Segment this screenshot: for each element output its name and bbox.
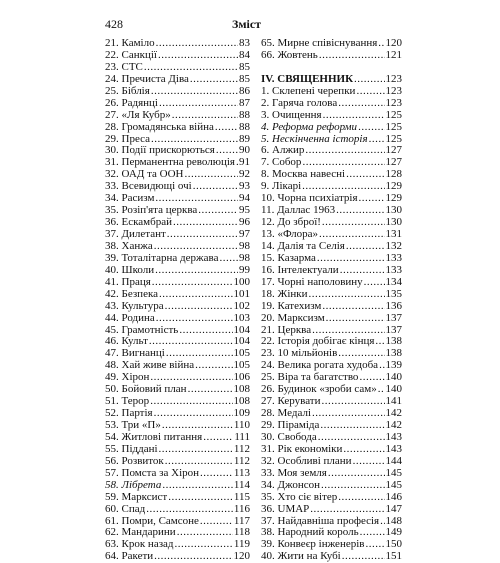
toc-entry-title: 30. Свобода bbox=[261, 430, 317, 443]
toc-entry-title: 38. Ханжа bbox=[105, 239, 153, 252]
toc-entry-title: 32. ОАД та ООН bbox=[105, 168, 184, 181]
leader-dots bbox=[328, 468, 385, 480]
toc-entry-title: 63. Крок назад bbox=[105, 538, 174, 551]
leader-dots bbox=[168, 492, 233, 504]
toc-entry-page: 116 bbox=[233, 502, 250, 515]
leader-dots bbox=[154, 551, 232, 563]
leader-dots bbox=[172, 110, 238, 122]
toc-entry bbox=[261, 468, 402, 480]
toc-entry-page: 138 bbox=[385, 335, 402, 348]
toc-entry-page: 136 bbox=[385, 299, 402, 312]
toc-entry bbox=[105, 516, 250, 528]
toc-entry-title: 29. Преса bbox=[105, 132, 150, 145]
toc-entry-title: 29. Піраміда bbox=[261, 419, 320, 431]
section-heading bbox=[261, 74, 402, 86]
leader-dots bbox=[380, 516, 384, 528]
leader-dots bbox=[203, 432, 233, 444]
toc-entry bbox=[261, 122, 402, 134]
leader-dots bbox=[326, 313, 385, 325]
toc-entry-title: 66. Жовтень bbox=[261, 48, 318, 61]
leader-dots bbox=[159, 444, 233, 456]
toc-entry-page: 128 bbox=[385, 168, 402, 181]
toc-entry-title: 47. Вигнанці bbox=[105, 347, 165, 360]
toc-entry-title: 28. Громадянська війна bbox=[105, 120, 214, 133]
leader-dots bbox=[353, 456, 385, 468]
toc-entry bbox=[261, 50, 402, 62]
toc-entry-title: 49. Хірон bbox=[105, 371, 150, 384]
toc-entry-page: 148 bbox=[385, 514, 402, 527]
toc-entry-title: 60. Спад bbox=[105, 502, 146, 515]
toc-entry-page: 106 bbox=[233, 371, 250, 384]
toc-entry-page: 151 bbox=[385, 550, 402, 563]
toc-entry-title: 31. Перманентна революція bbox=[105, 156, 235, 169]
toc-entry-title: 35. Розіп'ята церква bbox=[105, 204, 198, 217]
toc-entry-page: 110 bbox=[233, 419, 250, 431]
leader-dots bbox=[312, 408, 385, 420]
toc-entry bbox=[105, 480, 250, 492]
toc-entry-page: 143 bbox=[385, 430, 402, 443]
toc-entry bbox=[105, 468, 250, 480]
toc-entry-title: 41. Праця bbox=[105, 275, 151, 288]
toc-entry bbox=[105, 301, 250, 313]
toc-entry-page: 101 bbox=[233, 287, 250, 300]
toc-entry-title: 24. Пречиста Діва bbox=[105, 72, 189, 85]
toc-entry-page: 133 bbox=[385, 251, 402, 264]
toc-entry-page: 88 bbox=[239, 108, 250, 121]
toc-entry-title: 19. Катехизм bbox=[261, 299, 322, 312]
toc-entry-page: 147 bbox=[385, 502, 402, 515]
toc-entry-title: 56. Розвиток bbox=[105, 454, 164, 467]
toc-entry-title: 62. Мандарини bbox=[105, 526, 176, 539]
toc-entry-title: 52. Партія bbox=[105, 407, 153, 420]
toc-entry-page: 123 bbox=[385, 96, 402, 109]
toc-entry-page: 85 bbox=[239, 72, 250, 85]
leader-dots bbox=[159, 98, 238, 110]
toc-entry-title: 51. Терор bbox=[105, 395, 150, 408]
page-number: 428 bbox=[105, 17, 123, 31]
leader-dots bbox=[360, 527, 385, 539]
toc-entry-title: 30. Події прискорються bbox=[105, 144, 215, 157]
leader-dots bbox=[158, 50, 238, 62]
toc-entry-page: 145 bbox=[385, 466, 402, 479]
toc-entry-title: 14. Далія та Селія bbox=[261, 239, 345, 252]
toc-entry-title: 37. Найдавніша професія bbox=[261, 514, 380, 527]
toc-entry-page: 131 bbox=[385, 228, 402, 240]
toc-column-right bbox=[261, 38, 402, 563]
toc-entry bbox=[261, 492, 402, 504]
toc-entry bbox=[261, 516, 402, 528]
toc-entry-page: 105 bbox=[233, 347, 250, 360]
leader-dots bbox=[215, 122, 238, 134]
leader-dots bbox=[322, 217, 385, 229]
toc-entry-title: 25. Біблія bbox=[105, 84, 150, 97]
toc-entry-title: 20. Марксизм bbox=[261, 311, 325, 324]
toc-entry-page: 139 bbox=[385, 359, 402, 372]
toc-entry bbox=[105, 265, 250, 277]
leader-dots bbox=[354, 74, 384, 86]
leader-dots bbox=[152, 277, 233, 289]
toc-entry bbox=[105, 539, 250, 551]
toc-entry-page: 120 bbox=[233, 550, 250, 563]
toc-entry bbox=[105, 277, 250, 289]
toc-entry-title: 27. «Ля Кубр» bbox=[105, 108, 171, 121]
toc-entry-page: 108 bbox=[233, 395, 250, 408]
toc-entry-page: 130 bbox=[385, 216, 402, 229]
leader-dots bbox=[319, 50, 385, 62]
toc-entry-page: 138 bbox=[385, 347, 402, 360]
toc-entry-title: 5. Нескінченна історія bbox=[261, 132, 368, 145]
toc-entry bbox=[261, 301, 402, 313]
toc-entry-title: 8. Москва навесні bbox=[261, 168, 346, 181]
toc-entry-title: 26. Будинок «зроби сам» bbox=[261, 383, 377, 396]
toc-entry-page: 123 bbox=[385, 84, 402, 97]
toc-entry-page: 102 bbox=[233, 299, 250, 312]
leader-dots bbox=[154, 408, 233, 420]
toc-entry-title: 54. Житлові питання bbox=[105, 430, 203, 443]
leader-dots bbox=[364, 277, 385, 289]
toc-entry-page: 112 bbox=[233, 442, 250, 455]
toc-entry-page: 149 bbox=[385, 526, 402, 539]
toc-entry-title: 43. Культура bbox=[105, 299, 164, 312]
leader-dots bbox=[375, 336, 384, 348]
toc-entry-page: 130 bbox=[385, 204, 402, 217]
toc-entry-page: 125 bbox=[385, 108, 402, 121]
toc-entry-title: 3. Очищення bbox=[261, 108, 322, 121]
toc-entry-page: 104 bbox=[233, 335, 250, 348]
toc-entry-title: 16. Інтелектуали bbox=[261, 263, 339, 276]
toc-column-left bbox=[105, 38, 250, 563]
leader-dots bbox=[177, 527, 233, 539]
toc-entry-title: 21. Каміло bbox=[105, 37, 155, 49]
toc-entry-page: 95 bbox=[239, 204, 250, 217]
toc-entry-page: 145 bbox=[385, 478, 402, 491]
toc-entry-page: 83 bbox=[239, 37, 250, 49]
toc-entry-title: 23. СТС bbox=[105, 60, 143, 73]
toc-entry bbox=[261, 551, 402, 563]
toc-entry-title: 40. Школи bbox=[105, 263, 155, 276]
leader-dots bbox=[342, 551, 385, 563]
toc-entry-page: 125 bbox=[385, 120, 402, 133]
toc-entry-title: 34. Расизм bbox=[105, 192, 155, 205]
toc-entry-page: 100 bbox=[233, 275, 250, 288]
toc-entry-page: 129 bbox=[385, 192, 402, 205]
toc-entry-title: 7. Собор bbox=[261, 156, 302, 169]
toc-entry bbox=[261, 98, 402, 110]
toc-entry-page: 133 bbox=[385, 263, 402, 276]
toc-entry-page: 121 bbox=[385, 48, 402, 61]
leader-dots bbox=[219, 253, 238, 265]
toc-entry-page: 125 bbox=[385, 132, 402, 145]
toc-entry-page: 142 bbox=[385, 407, 402, 420]
toc-entry-page: 132 bbox=[385, 239, 402, 252]
toc-entry-title: 40. Жити на Кубі bbox=[261, 550, 341, 563]
toc-entry-page: 91 bbox=[239, 156, 250, 169]
toc-entry bbox=[261, 527, 402, 539]
leader-dots bbox=[322, 301, 384, 313]
toc-entry bbox=[261, 456, 402, 468]
toc-entry bbox=[105, 110, 250, 122]
toc-entry bbox=[105, 289, 250, 301]
toc-entry bbox=[105, 492, 250, 504]
toc-entry-title: 22. Санкції bbox=[105, 48, 157, 61]
toc-entry-page: 117 bbox=[233, 514, 250, 527]
toc-entry-title: 57. Помста за Хірон bbox=[105, 466, 200, 479]
toc-entry-title: 24. Велика рогата худоба bbox=[261, 359, 379, 372]
toc-entry bbox=[261, 277, 402, 289]
toc-entry-title: 9. Лікарі bbox=[261, 180, 302, 193]
leader-dots bbox=[179, 325, 232, 337]
toc-entry-title: 39. Конвеєр інженерів bbox=[261, 538, 365, 551]
toc-entry-page: 87 bbox=[239, 96, 250, 109]
toc-entry-title: 61. Помри, Самсоне bbox=[105, 514, 199, 527]
toc-entry-title: 32. Особливі плани bbox=[261, 454, 352, 467]
toc-entry-title: 48. Хай живе війна bbox=[105, 359, 195, 372]
toc-entry-page: 143 bbox=[385, 442, 402, 455]
toc-entry-page: 127 bbox=[385, 156, 402, 169]
toc-entry-page: 119 bbox=[233, 538, 250, 551]
toc-entry bbox=[105, 527, 250, 539]
toc-entry-title: 34. Джонсон bbox=[261, 478, 320, 491]
toc-entry bbox=[261, 504, 402, 516]
leader-dots bbox=[162, 480, 233, 492]
toc-entry-title: 4. Реформа реформи bbox=[261, 120, 358, 133]
toc-entry-page: 84 bbox=[239, 48, 250, 61]
toc-entry bbox=[105, 86, 250, 98]
leader-dots bbox=[159, 289, 232, 301]
leader-dots bbox=[320, 420, 384, 432]
toc-entry-page: 94 bbox=[239, 192, 250, 205]
toc-entry-title: 39. Тоталітарна держава bbox=[105, 251, 219, 264]
toc-entry-page: 98 bbox=[239, 239, 250, 252]
toc-entry bbox=[105, 122, 250, 134]
leader-dots bbox=[310, 504, 384, 516]
toc-entry-title: 53. Три «П» bbox=[105, 419, 161, 431]
toc-entry-page: 111 bbox=[234, 430, 250, 443]
toc-entry-page: 144 bbox=[385, 454, 402, 467]
toc-entry-title: 25. Віра та багатство bbox=[261, 371, 359, 384]
toc-entry-page: 114 bbox=[233, 478, 250, 491]
toc-entry-title: 6. Алжир bbox=[261, 144, 305, 157]
toc-entry-title: 33. Моя земля bbox=[261, 466, 327, 479]
toc-entry-page: 115 bbox=[233, 490, 250, 503]
page-title: Зміст bbox=[232, 17, 262, 31]
leader-dots bbox=[358, 122, 384, 134]
toc-entry-page: 118 bbox=[233, 526, 250, 539]
toc-entry-page: 137 bbox=[385, 311, 402, 324]
toc-entry-page: 85 bbox=[239, 60, 250, 73]
toc-entry-page: 88 bbox=[239, 120, 250, 133]
leader-dots bbox=[338, 98, 384, 110]
toc-entry-title: 13. «Флора» bbox=[261, 228, 319, 240]
toc-entry bbox=[261, 110, 402, 122]
toc-entry-title: 27. Керувати bbox=[261, 395, 321, 408]
toc-entry bbox=[105, 504, 250, 516]
toc-entry-page: 113 bbox=[233, 466, 250, 479]
leader-dots bbox=[185, 169, 239, 181]
leader-dots bbox=[165, 301, 233, 313]
toc-entry-page: 140 bbox=[385, 383, 402, 396]
leader-dots bbox=[155, 265, 238, 277]
toc-entry-title: IV. СВЯЩЕННИК bbox=[261, 72, 354, 85]
toc-entry-page: 123 bbox=[385, 72, 402, 85]
leader-dots bbox=[167, 229, 238, 241]
toc-entry-page: 142 bbox=[385, 419, 402, 431]
toc-entry-page: 109 bbox=[233, 407, 250, 420]
leader-dots bbox=[195, 360, 232, 372]
toc-entry-page: 140 bbox=[385, 371, 402, 384]
toc-entry-title: 10. Чорна психіатрія bbox=[261, 192, 358, 205]
toc-entry-title: 31. Рік економіки bbox=[261, 442, 343, 455]
toc-entry bbox=[105, 551, 250, 563]
leader-dots bbox=[198, 205, 238, 217]
leader-dots bbox=[323, 110, 385, 122]
leader-dots bbox=[359, 193, 385, 205]
leader-dots bbox=[165, 456, 233, 468]
toc-entry-title: 28. Медалі bbox=[261, 407, 311, 420]
leader-dots bbox=[156, 313, 233, 325]
leader-dots bbox=[200, 468, 233, 480]
toc-entry-page: 103 bbox=[233, 311, 250, 324]
toc-entry-title: 2. Гаряча голова bbox=[261, 96, 338, 109]
toc-entry bbox=[261, 480, 402, 492]
toc-entry-title: 23. 10 мільйонів bbox=[261, 347, 338, 360]
toc-entry-page: 146 bbox=[385, 490, 402, 503]
toc-entry bbox=[261, 289, 402, 301]
toc-entry-title: 65. Мирне співіснування bbox=[261, 37, 378, 49]
toc-entry-title: 64. Ракети bbox=[105, 550, 154, 563]
toc-entry-title: 18. Жінки bbox=[261, 287, 308, 300]
toc-entry-title: 12. До зброї! bbox=[261, 216, 321, 229]
toc-entry-title: 1. Склепені черепки bbox=[261, 84, 356, 97]
toc-entry-title: 35. Хто сіє вітер bbox=[261, 490, 338, 503]
leader-dots bbox=[379, 360, 384, 372]
leader-dots bbox=[356, 86, 384, 98]
toc-entry-page: 92 bbox=[239, 168, 250, 181]
toc-entry bbox=[105, 74, 250, 86]
leader-dots bbox=[322, 396, 385, 408]
toc-entry-title: 37. Дилетант bbox=[105, 228, 166, 240]
leader-dots bbox=[156, 38, 238, 50]
toc-entry-title: 50. Бойовий план bbox=[105, 383, 187, 396]
leader-dots bbox=[365, 539, 384, 551]
leader-dots bbox=[236, 157, 238, 169]
toc-entry-page: 108 bbox=[233, 383, 250, 396]
toc-entry-page: 98 bbox=[239, 251, 250, 264]
toc-entry-title: 22. Історія добігає кінця bbox=[261, 335, 375, 348]
toc-entry-page: 90 bbox=[239, 144, 250, 157]
toc-entry bbox=[261, 265, 402, 277]
toc-entry-title: 46. Культ bbox=[105, 335, 148, 348]
toc-entry bbox=[105, 98, 250, 110]
leader-dots bbox=[321, 480, 385, 492]
leader-dots bbox=[378, 384, 385, 396]
toc-entry-page: 89 bbox=[239, 132, 250, 145]
toc-entry-page: 97 bbox=[239, 228, 250, 240]
leader-dots bbox=[150, 396, 232, 408]
toc-entry-title: 15. Казарма bbox=[261, 251, 316, 264]
toc-entry bbox=[105, 456, 250, 468]
toc-entry-page: 96 bbox=[239, 216, 250, 229]
leader-dots bbox=[336, 205, 384, 217]
toc-entry-title: 42. Безпека bbox=[105, 287, 159, 300]
leader-dots bbox=[151, 86, 238, 98]
toc-entry-title: 36. UMAP bbox=[261, 502, 310, 515]
leader-dots bbox=[188, 384, 233, 396]
toc-entry-page: 141 bbox=[385, 395, 402, 408]
leader-dots bbox=[346, 241, 385, 253]
toc-entry-title: 11. Даллас 1963 bbox=[261, 204, 336, 217]
toc-entry-title: 59. Марксист bbox=[105, 490, 168, 503]
toc-entry-page: 86 bbox=[239, 84, 250, 97]
toc-entry-page: 104 bbox=[233, 323, 250, 336]
leader-dots bbox=[338, 492, 384, 504]
toc-entry-title: 36. Ескамбрай bbox=[105, 216, 172, 229]
toc-entry-title: 44. Родина bbox=[105, 311, 155, 324]
toc-entry-page: 112 bbox=[233, 454, 250, 467]
leader-dots bbox=[190, 74, 238, 86]
toc-entry-page: 127 bbox=[385, 144, 402, 157]
toc-entry-title: 33. Всевидющі очі bbox=[105, 180, 192, 193]
toc-entry-page: 135 bbox=[385, 287, 402, 300]
leader-dots bbox=[173, 217, 238, 229]
toc-entry-page: 93 bbox=[239, 180, 250, 193]
toc-entry-title: 55. Піддані bbox=[105, 442, 158, 455]
leader-dots bbox=[200, 516, 233, 528]
toc-entry-page: 120 bbox=[385, 37, 402, 49]
leader-dots bbox=[305, 145, 384, 157]
toc-entry bbox=[261, 539, 402, 551]
leader-dots bbox=[175, 539, 233, 551]
toc-entry-title: 21. Церква bbox=[261, 323, 312, 336]
toc-entry-page: 129 bbox=[385, 180, 402, 193]
toc-entry bbox=[105, 313, 250, 325]
toc-entry-title: 45. Грамотність bbox=[105, 323, 179, 336]
leader-dots bbox=[309, 289, 385, 301]
toc-entry-title: 17. Чорні наполовину bbox=[261, 275, 363, 288]
leader-dots bbox=[193, 181, 238, 193]
leader-dots bbox=[378, 38, 384, 50]
toc-entry-page: 134 bbox=[385, 275, 402, 288]
toc-entry-page: 105 bbox=[233, 359, 250, 372]
toc-entry-page: 99 bbox=[239, 263, 250, 276]
leader-dots bbox=[346, 169, 384, 181]
toc-entry-page: 137 bbox=[385, 323, 402, 336]
toc-entry-title: 58. Лібрета bbox=[105, 478, 162, 491]
toc-entry-title: 26. Радянці bbox=[105, 96, 158, 109]
leader-dots bbox=[146, 504, 233, 516]
leader-dots bbox=[369, 134, 385, 146]
toc-entry bbox=[261, 86, 402, 98]
leader-dots bbox=[340, 265, 385, 277]
toc-entry-page: 150 bbox=[385, 538, 402, 551]
toc-entry bbox=[261, 313, 402, 325]
toc-entry-title: 38. Народний король bbox=[261, 526, 359, 539]
